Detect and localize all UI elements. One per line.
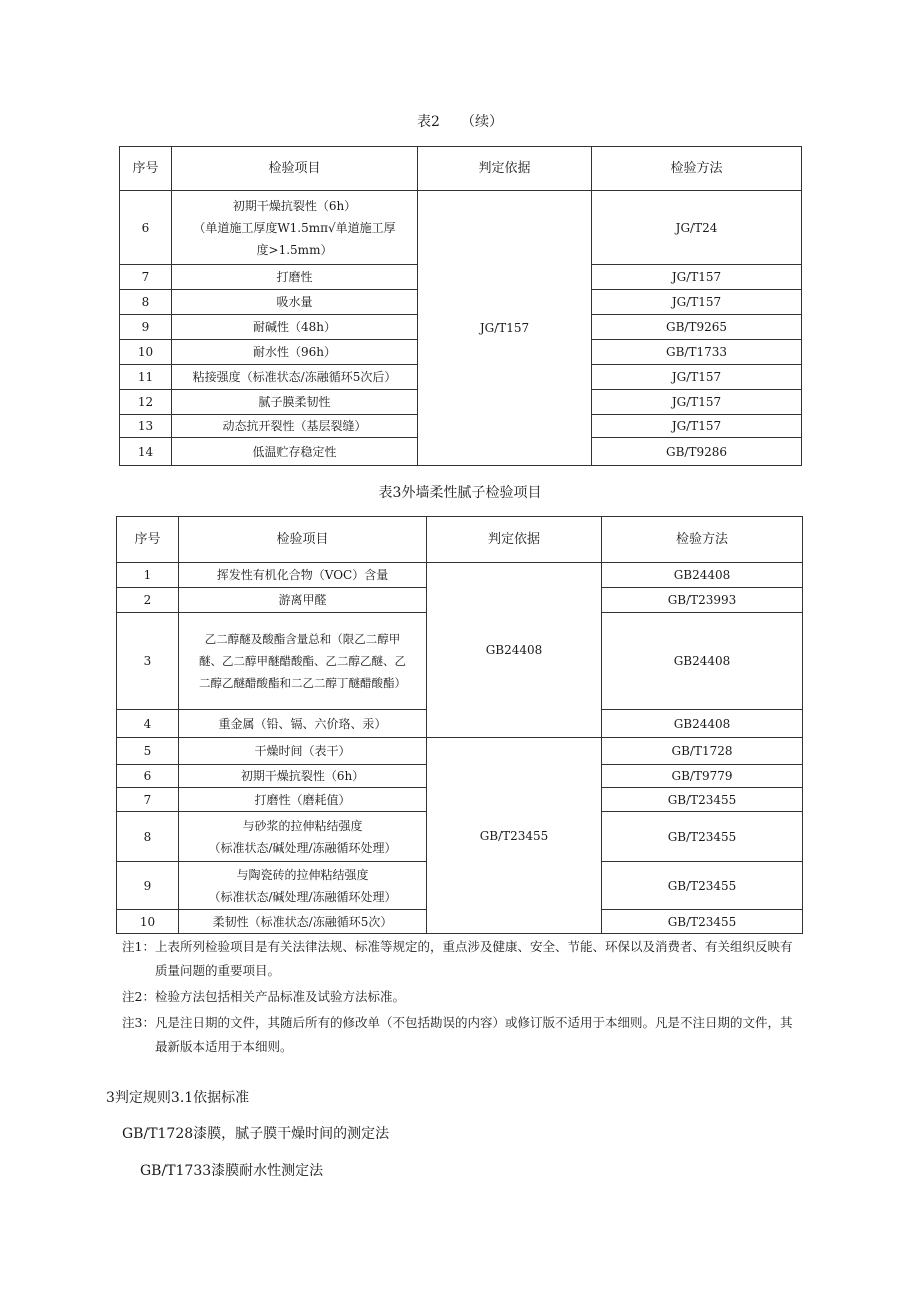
cell-no: 3 — [117, 613, 179, 710]
note-label: 注3： — [122, 1015, 155, 1030]
table-header-row — [117, 517, 803, 563]
note-3 — [122, 1011, 802, 1059]
note-text: 凡是注日期的文件，其随后所有的修改单（不包括勘误的内容）或修订版不适用于本细则。凡是不注日期的文件，其最新版本适用于本细则。 — [154, 1015, 793, 1054]
header-basis: 判定依据 — [427, 517, 602, 563]
cell-method: GB/T23455 — [602, 812, 803, 862]
cell-method: GB24408 — [602, 710, 803, 738]
cell-no: 14 — [120, 438, 172, 466]
cell-item: 动态抗开裂性（基层裂缝） — [172, 415, 418, 438]
header-no: 序号 — [120, 147, 172, 191]
cell-method: JG/T157 — [592, 415, 802, 438]
cell-item: 与砂浆的拉伸粘结强度 （标准状态/碱处理/冻融循环处理） — [179, 812, 427, 862]
cell-item: 腻子膜柔韧性 — [172, 390, 418, 415]
note-text: 上表所列检验项目是有关法律法规、标准等规定的，重点涉及健康、安全、节能、环保以及消费者、有关组织反映有质量问题的重要项目。 — [154, 939, 793, 978]
cell-method: GB/T1728 — [602, 738, 803, 765]
cell-method: JG/T157 — [592, 290, 802, 315]
cell-no: 9 — [117, 862, 179, 910]
note-text: 检验方法包括相关产品标准及试验方法标准。 — [154, 989, 405, 1004]
cell-no: 9 — [120, 315, 172, 340]
header-item: 检验项目 — [179, 517, 427, 563]
table-header-row — [120, 147, 802, 191]
note-label: 注1： — [122, 939, 155, 954]
cell-method: GB/T23455 — [602, 910, 803, 934]
cell-item: 吸水量 — [172, 290, 418, 315]
cell-basis: JG/T157 — [418, 191, 592, 466]
cell-basis: GB24408 — [427, 563, 602, 738]
cell-no: 4 — [117, 710, 179, 738]
note-1 — [122, 935, 802, 983]
cell-item: 挥发性有机化合物（VOC）含量 — [179, 563, 427, 588]
cell-method: GB/T23993 — [602, 588, 803, 613]
cell-no: 12 — [120, 390, 172, 415]
cell-method: JG/T157 — [592, 365, 802, 390]
cell-method: GB24408 — [602, 563, 803, 588]
cell-method: JG/T24 — [592, 191, 802, 265]
cell-no: 10 — [117, 910, 179, 934]
cell-no: 8 — [117, 812, 179, 862]
table-row — [117, 738, 803, 765]
cell-item: 与陶瓷砖的拉伸粘结强度 （标准状态/碱处理/冻融循环处理） — [179, 862, 427, 910]
cell-item: 重金属（铅、镉、六价珞、汞） — [179, 710, 427, 738]
cell-item: 初期干燥抗裂性（6h） （单道施工厚度W1.5mπ√单道施工厚 度>1.5mm） — [172, 191, 418, 265]
header-method: 检验方法 — [602, 517, 803, 563]
section-line: GB/T1733漆膜耐水性测定法 — [140, 1163, 324, 1179]
cell-no: 8 — [120, 290, 172, 315]
cell-no: 6 — [120, 191, 172, 265]
cell-item: 耐水性（96h） — [172, 340, 418, 365]
cell-item: 初期干燥抗裂性（6h） — [179, 765, 427, 788]
cell-item: 打磨性 — [172, 265, 418, 290]
header-item: 检验项目 — [172, 147, 418, 191]
cell-no: 10 — [120, 340, 172, 365]
cell-no: 2 — [117, 588, 179, 613]
cell-no: 1 — [117, 563, 179, 588]
cell-method: GB/T1733 — [592, 340, 802, 365]
cell-item: 乙二醇醚及酸酯含量总和（限乙二醇甲 醚、乙二醇甲醚醋酸酯、乙二醇乙醚、乙 二醇乙醚醋酸酯和二乙二醇丁醚醋酸酯） — [179, 613, 427, 710]
cell-item: 粘接强度（标准状态/冻融循环5次后） — [172, 365, 418, 390]
table3-caption: 表3外墙柔性腻子检验项目 — [378, 485, 542, 501]
cell-item: 干燥时间（表干） — [179, 738, 427, 765]
table-row — [120, 191, 802, 265]
cell-no: 7 — [117, 788, 179, 812]
cell-item: 打磨性（磨耗值） — [179, 788, 427, 812]
cell-item: 柔韧性（标准状态/冻融循环5次） — [179, 910, 427, 934]
cell-method: JG/T157 — [592, 265, 802, 290]
cell-item: 低温贮存稳定性 — [172, 438, 418, 466]
note-label: 注2： — [122, 989, 155, 1004]
cell-method: GB/T9779 — [602, 765, 803, 788]
cell-method: GB24408 — [602, 613, 803, 710]
section-line: GB/T1728漆膜，腻子膜干燥时间的测定法 — [122, 1126, 390, 1142]
header-basis: 判定依据 — [418, 147, 592, 191]
note-2 — [122, 985, 802, 1009]
cell-method: GB/T23455 — [602, 788, 803, 812]
table-row — [117, 563, 803, 588]
header-no: 序号 — [117, 517, 179, 563]
cell-no: 7 — [120, 265, 172, 290]
cell-item: 游离甲醛 — [179, 588, 427, 613]
cell-no: 13 — [120, 415, 172, 438]
header-method: 检验方法 — [592, 147, 802, 191]
cell-item: 耐碱性（48h） — [172, 315, 418, 340]
table3 — [116, 516, 803, 934]
cell-no: 5 — [117, 738, 179, 765]
section-heading: 3判定规则3.1依据标准 — [106, 1090, 250, 1106]
table2 — [119, 146, 802, 466]
notes — [122, 935, 802, 1059]
table2-caption: 表2 （续） — [417, 114, 503, 130]
cell-method: JG/T157 — [592, 390, 802, 415]
cell-method: GB/T23455 — [602, 862, 803, 910]
cell-method: GB/T9265 — [592, 315, 802, 340]
cell-no: 11 — [120, 365, 172, 390]
cell-no: 6 — [117, 765, 179, 788]
cell-basis: GB/T23455 — [427, 738, 602, 934]
cell-method: GB/T9286 — [592, 438, 802, 466]
